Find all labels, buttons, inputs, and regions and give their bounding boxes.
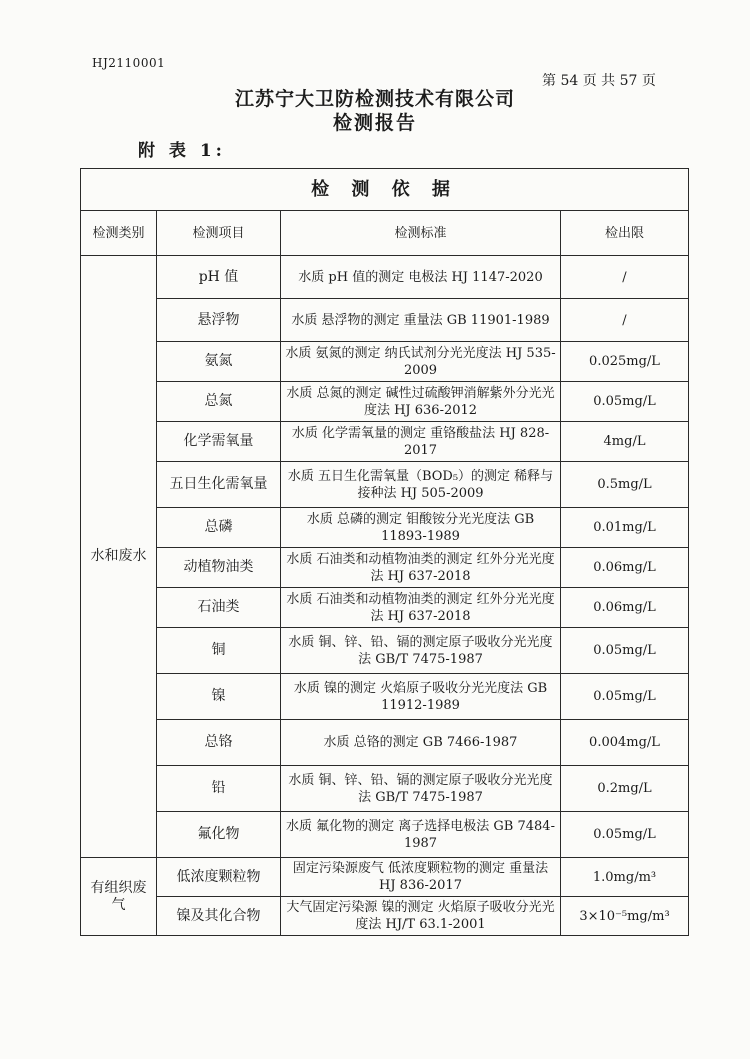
standard-cell: 水质 石油类和动植物油类的测定 红外分光光度法 HJ 637-2018 xyxy=(281,548,561,588)
table-row xyxy=(81,256,689,299)
limit-cell: 0.06mg/L xyxy=(561,588,689,628)
table-header-row xyxy=(81,211,689,256)
limit-cell: 0.06mg/L xyxy=(561,548,689,588)
limit-cell: 0.05mg/L xyxy=(561,382,689,422)
item-cell: 低浓度颗粒物 xyxy=(157,858,281,897)
limit-cell: / xyxy=(561,299,689,342)
item-cell: 悬浮物 xyxy=(157,299,281,342)
detection-basis-table xyxy=(80,168,689,936)
limit-cell: / xyxy=(561,256,689,299)
standard-cell: 固定污染源废气 低浓度颗粒物的测定 重量法 HJ 836-2017 xyxy=(281,858,561,897)
column-header-limit: 检出限 xyxy=(561,211,689,256)
standard-cell: 水质 总磷的测定 钼酸铵分光光度法 GB 11893-1989 xyxy=(281,508,561,548)
item-cell: 铅 xyxy=(157,766,281,812)
limit-cell: 0.05mg/L xyxy=(561,674,689,720)
standard-cell: 水质 五日生化需氧量（BOD₅）的测定 稀释与接种法 HJ 505-2009 xyxy=(281,462,561,508)
item-cell: 总磷 xyxy=(157,508,281,548)
limit-cell: 0.2mg/L xyxy=(561,766,689,812)
table-row xyxy=(81,858,689,897)
limit-cell: 0.05mg/L xyxy=(561,628,689,674)
column-header-item: 检测项目 xyxy=(157,211,281,256)
item-cell: 石油类 xyxy=(157,588,281,628)
table-row xyxy=(81,508,689,548)
item-cell: 氟化物 xyxy=(157,812,281,858)
standard-cell: 水质 总铬的测定 GB 7466-1987 xyxy=(281,720,561,766)
limit-cell: 0.004mg/L xyxy=(561,720,689,766)
standard-cell: 水质 铜、锌、铅、镉的测定原子吸收分光光度法 GB/T 7475-1987 xyxy=(281,766,561,812)
table-row xyxy=(81,628,689,674)
column-header-category: 检测类别 xyxy=(81,211,157,256)
category-cell: 水和废水 xyxy=(81,256,157,858)
annex-label: 附 表 1: xyxy=(138,141,226,161)
standard-cell: 水质 化学需氧量的测定 重铬酸盐法 HJ 828-2017 xyxy=(281,422,561,462)
table-row xyxy=(81,382,689,422)
item-cell: 镍及其化合物 xyxy=(157,897,281,936)
table-row xyxy=(81,674,689,720)
standard-cell: 水质 pH 值的测定 电极法 HJ 1147-2020 xyxy=(281,256,561,299)
limit-cell: 0.5mg/L xyxy=(561,462,689,508)
table-row xyxy=(81,897,689,936)
standard-cell: 水质 总氮的测定 碱性过硫酸钾消解紫外分光光度法 HJ 636-2012 xyxy=(281,382,561,422)
category-cell: 有组织废气 xyxy=(81,858,157,936)
standard-cell: 水质 氟化物的测定 离子选择电极法 GB 7484-1987 xyxy=(281,812,561,858)
standard-cell: 大气固定污染源 镍的测定 火焰原子吸收分光光度法 HJ/T 63.1-2001 xyxy=(281,897,561,936)
item-cell: 铜 xyxy=(157,628,281,674)
page-number: 第 54 页 共 57 页 xyxy=(542,73,656,89)
standard-cell: 水质 铜、锌、铅、镉的测定原子吸收分光光度法 GB/T 7475-1987 xyxy=(281,628,561,674)
table-row xyxy=(81,342,689,382)
limit-cell: 1.0mg/m³ xyxy=(561,858,689,897)
item-cell: 总铬 xyxy=(157,720,281,766)
item-cell: 总氮 xyxy=(157,382,281,422)
item-cell: 氨氮 xyxy=(157,342,281,382)
item-cell: 镍 xyxy=(157,674,281,720)
limit-cell: 0.025mg/L xyxy=(561,342,689,382)
standard-cell: 水质 氨氮的测定 纳氏试剂分光光度法 HJ 535-2009 xyxy=(281,342,561,382)
table-row xyxy=(81,462,689,508)
item-cell: 化学需氧量 xyxy=(157,422,281,462)
table-row xyxy=(81,548,689,588)
limit-cell: 4mg/L xyxy=(561,422,689,462)
standard-cell: 水质 镍的测定 火焰原子吸收分光光度法 GB 11912-1989 xyxy=(281,674,561,720)
report-title: 检测报告 xyxy=(332,112,417,134)
item-cell: 五日生化需氧量 xyxy=(157,462,281,508)
item-cell: pH 值 xyxy=(157,256,281,299)
limit-cell: 3×10⁻⁵mg/m³ xyxy=(561,897,689,936)
item-cell: 动植物油类 xyxy=(157,548,281,588)
table-row xyxy=(81,588,689,628)
table-title-row xyxy=(81,169,689,211)
table-row xyxy=(81,422,689,462)
limit-cell: 0.01mg/L xyxy=(561,508,689,548)
table-row xyxy=(81,720,689,766)
column-header-standard: 检测标准 xyxy=(281,211,561,256)
table-title: 检 测 依 据 xyxy=(81,169,689,211)
company-name: 江苏宁大卫防检测技术有限公司 xyxy=(234,88,515,110)
standard-cell: 水质 悬浮物的测定 重量法 GB 11901-1989 xyxy=(281,299,561,342)
table-row xyxy=(81,766,689,812)
table-row xyxy=(81,299,689,342)
document-code: HJ2110001 xyxy=(92,56,166,70)
limit-cell: 0.05mg/L xyxy=(561,812,689,858)
standard-cell: 水质 石油类和动植物油类的测定 红外分光光度法 HJ 637-2018 xyxy=(281,588,561,628)
table-row xyxy=(81,812,689,858)
